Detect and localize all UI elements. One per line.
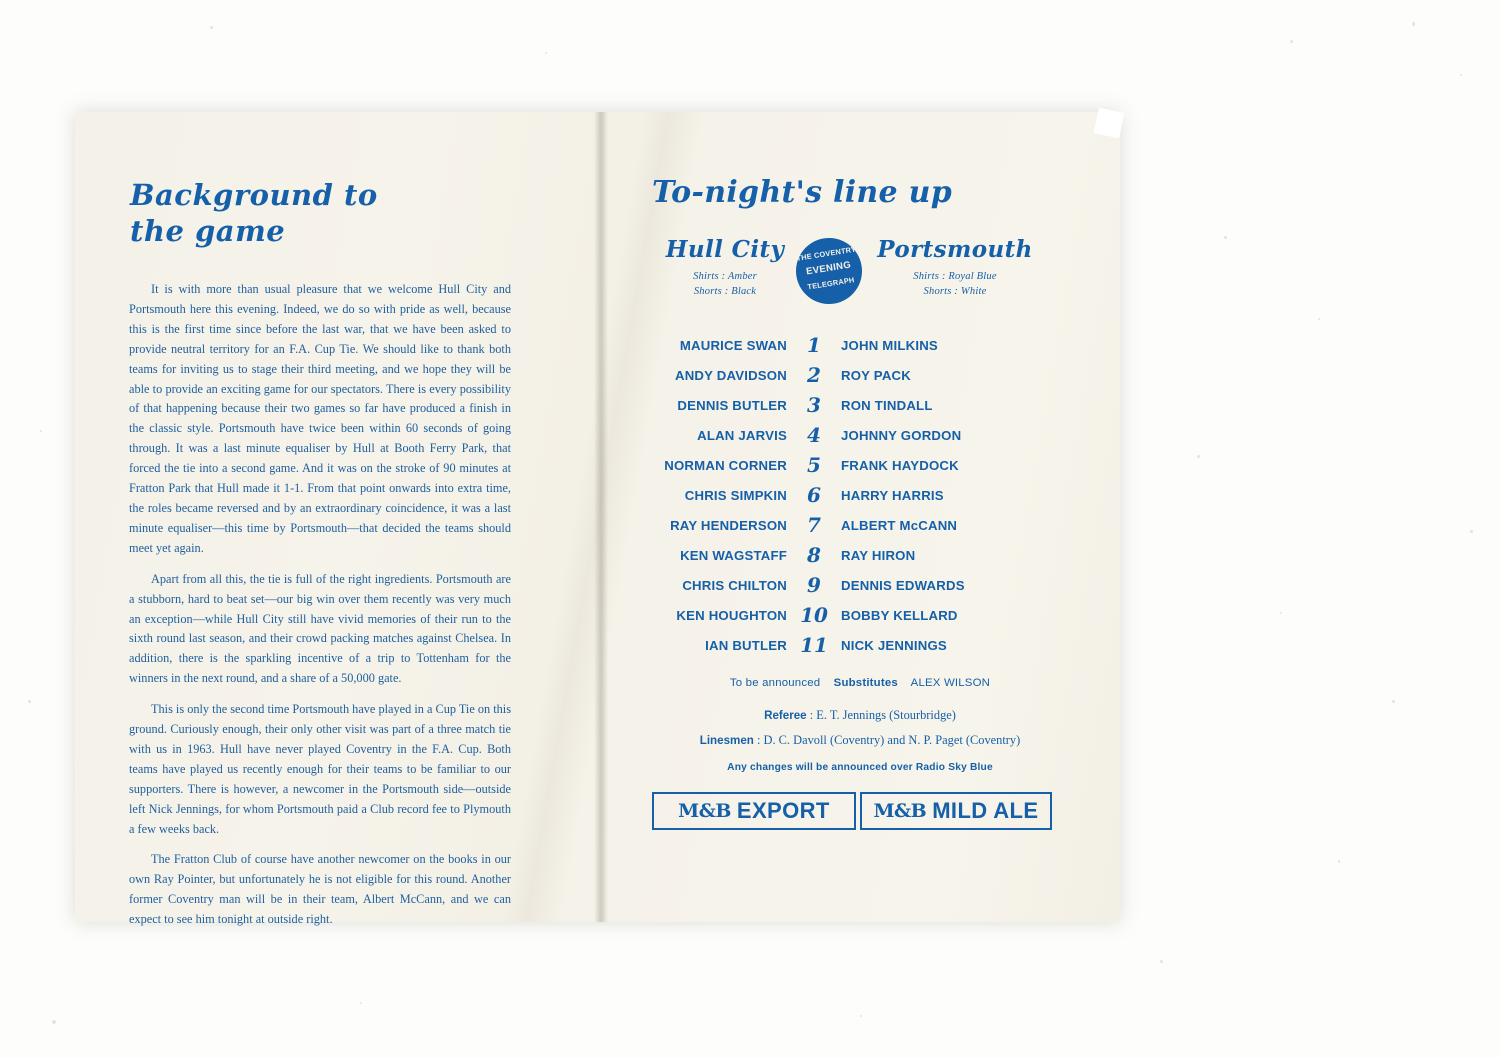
referee-row: Referee : E. T. Jennings (Stourbridge) [764, 708, 956, 722]
m-and-b-logo: M&B [873, 800, 927, 822]
table-row [600, 390, 1120, 420]
crest-line2: EVENING [805, 259, 852, 278]
shirt-number: 4 [807, 423, 821, 447]
home-player-name: MAURICE SWAN [679, 337, 787, 353]
linesmen-names: D. C. Davoll (Coventry) and N. P. Paget (Coventry) [763, 733, 1021, 747]
article-paragraph: It is with more than usual pleasure that we welcome Hull City and Portsmouth here this evening. Indeed, we do so with pride as well, because this is the first time since before the last war, that we have been asked to provide neutral territory for an F.A. Cup Tie. We should like to thank both teams for inviting us to stage their third meeting, and we hope they will be able to provide an exciting game for our spectators. There is every possibility of that happening because their two games so far have produced a finish in the classic style. Portsmouth have twice been within 60 seconds of going through. It was a last minute equaliser by Hull at Booth Ferry Park, that forced the tie into a second game. And it was on the stroke of 90 minutes at Fratton Park that Hull made it 1-1. From that point onwards into extra time, the roles became reversed and by an extraordinary coincidence, it was a last minute equaliser—this time by Portsmouth—that decided the teams should meet yet again. [129, 282, 511, 555]
home-player-name: CHRIS CHILTON [682, 577, 787, 593]
home-player-name: IAN BUTLER [705, 637, 787, 653]
away-player-name: RON TINDALL [841, 397, 933, 413]
home-player-name: RAY HENDERSON [670, 517, 787, 533]
shirt-number: 1 [807, 333, 821, 357]
crest-line1: THE COVENTRY [795, 244, 857, 263]
shirt-number: 6 [807, 483, 821, 507]
away-player-name: JOHNNY GORDON [841, 427, 962, 443]
lineup-title: To-night's line up [652, 175, 953, 210]
article-paragraph: The Fratton Club of course have another newcomer on the books in our own Ray Pointer, but unfortunately he is not eligible for this round. Another former Coventry man will be in their team, Albert McCann, and we can expect to see him tonight at outside right. [129, 852, 511, 927]
home-team-shorts: Shorts : Black [693, 285, 757, 297]
away-player-name: DENNIS EDWARDS [841, 577, 965, 593]
page-title [130, 177, 378, 250]
article-paragraph: Apart from all this, the tie is full of the right ingredients. Portsmouth are a stubborn, hard to beat set—our big win over them recently was very much an exception—while Hull City still have vivid memories of their run to the sixth round last season, and their crowd packing matches against Chelsea. In addition, there is the sparkling incentive of a trip to Tottenham for the winners in the next round, and a share of a 50,000 gate. [129, 571, 511, 686]
referee-name: E. T. Jennings (Stourbridge) [816, 708, 956, 722]
advert-export [652, 792, 856, 830]
away-substitute: ALEX WILSON [910, 677, 991, 689]
away-team-kit [850, 270, 1060, 300]
away-team-shirts: Shirts : Royal Blue [913, 271, 997, 282]
right-page [600, 112, 1120, 922]
home-player-name: CHRIS SIMPKIN [684, 487, 787, 503]
table-row [600, 510, 1120, 540]
away-team-name: Portsmouth [877, 236, 1033, 263]
home-team-name: Hull City [665, 236, 785, 263]
page-title-line2: the game [130, 214, 286, 249]
player-list [600, 330, 1120, 660]
linesmen-label: Linesmen [699, 734, 754, 747]
away-player-name: ROY PACK [841, 367, 911, 383]
radio-announcement-note: Any changes will be announced over Radio Sky Blue [727, 762, 993, 773]
away-player-name: JOHN MILKINS [841, 337, 938, 353]
table-row [600, 420, 1120, 450]
shirt-number: 7 [807, 513, 821, 537]
table-row [600, 570, 1120, 600]
left-page [75, 112, 595, 927]
home-player-name: ALAN JARVIS [697, 427, 787, 443]
team-headers [600, 236, 1120, 306]
advert-mild-ale [860, 792, 1052, 830]
table-row [600, 480, 1120, 510]
away-team-header [850, 236, 1060, 300]
programme-spread [75, 112, 1120, 927]
advert-mild-ale-text: MILD ALE [932, 798, 1039, 823]
away-player-name: HARRY HARRIS [841, 487, 944, 503]
article-body [129, 280, 511, 941]
advertisement-banner [652, 792, 1052, 830]
home-player-name: NORMAN CORNER [664, 457, 787, 473]
home-player-name: KEN WAGSTAFF [680, 547, 787, 563]
advert-export-text: EXPORT [736, 798, 830, 823]
shirt-number: 9 [807, 573, 821, 597]
home-team-shirts: Shirts : Amber [693, 271, 757, 282]
table-row [600, 360, 1120, 390]
shirt-number: 3 [807, 393, 821, 417]
away-team-shorts: Shorts : White [923, 285, 987, 297]
shirt-number: 5 [807, 453, 821, 477]
away-player-name: RAY HIRON [841, 547, 916, 563]
away-player-name: FRANK HAYDOCK [841, 457, 959, 473]
linesmen-row: Linesmen : D. C. Davoll (Coventry) and N. P. Paget (Coventry) [699, 733, 1021, 747]
table-row [600, 600, 1120, 630]
substitutes-label: Substitutes [833, 677, 898, 689]
shirt-number: 11 [800, 633, 828, 657]
away-player-name: NICK JENNINGS [841, 637, 947, 653]
home-substitute: To be announced [729, 677, 821, 689]
home-player-name: ANDY DAVIDSON [674, 367, 787, 383]
table-row [600, 540, 1120, 570]
table-row [600, 330, 1120, 360]
table-row [600, 450, 1120, 480]
article-paragraph: This is only the second time Portsmouth have played in a Cup Tie on this ground. Curiously enough, their only other visit was part of a three match tie with us in 1963. Hull have never played Coventry in the F.A. Cup. Both teams have played us recently enough for their teams to be familiar to our supporters. There is however, a newcomer in the Portsmouth side—outside left Nick Jennings, for whom Portsmouth paid a Club record fee to Plymouth a few weeks back. [129, 702, 512, 836]
crest-line3: TELEGRAPH [806, 275, 856, 292]
substitutes-row [600, 677, 1120, 689]
away-player-name: ALBERT McCANN [841, 517, 958, 533]
table-row [600, 630, 1120, 660]
away-player-name: BOBBY KELLARD [841, 607, 958, 623]
shirt-number: 8 [807, 543, 821, 567]
home-player-name: DENNIS BUTLER [677, 397, 787, 413]
page-title-line1: Background to [130, 178, 378, 212]
shirt-number: 10 [800, 603, 828, 627]
shirt-number: 2 [807, 363, 821, 387]
referee-label: Referee [764, 709, 807, 722]
m-and-b-logo: M&B [678, 800, 731, 822]
home-player-name: KEN HOUGHTON [676, 607, 787, 623]
